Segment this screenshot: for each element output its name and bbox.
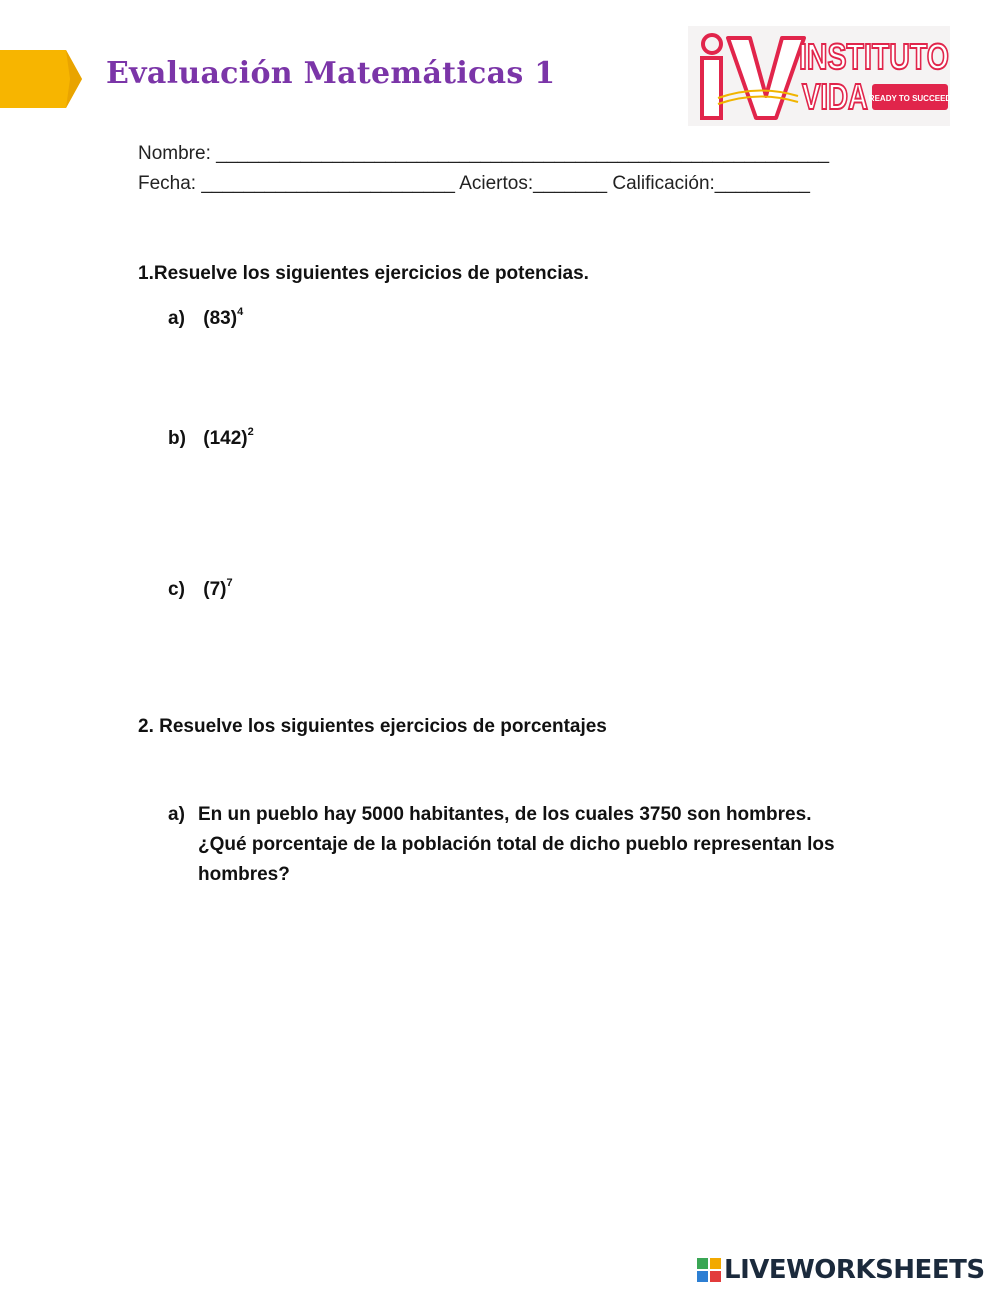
section2-heading: 2. Resuelve los siguientes ejercicios de porcentajes [138,716,607,737]
institute-logo [688,26,950,126]
item-exponent: 2 [247,426,254,438]
problem-text: En un pueblo hay 5000 habitantes, de los cuales 3750 son hombres. ¿Qué porcentaje de la población total de dicho pueblo representan los hombres? [198,804,835,885]
item-base: (7) [203,579,227,600]
logo-line2: VIDA [802,76,868,117]
name-field: Nombre: __________________________________________________________ [138,143,830,164]
footer-brand[interactable] [697,1254,985,1286]
item-exponent: 4 [237,306,244,318]
logo-tagline: READY TO SUCCEED [868,94,952,103]
item-base: (83) [203,308,238,329]
section1-heading: 1.Resuelve los siguientes ejercicios de potencias. [138,263,589,284]
percentage-problem-a [168,800,868,890]
page-title: Evaluación Matemáticas 1 [106,56,556,91]
logo-line1: INSTITUTO [799,36,949,77]
item-label: b) [168,428,186,449]
power-exercise-b [168,426,254,450]
item-label: c) [168,579,185,600]
power-exercise-c [168,577,233,601]
liveworksheets-logo-icon [697,1258,721,1282]
item-exponent: 7 [226,577,233,589]
power-exercise-a [168,306,243,330]
item-base: (142) [203,428,248,449]
footer-brand-text: LIVEWORKSHEETS [724,1255,985,1285]
item-label: a) [168,308,185,329]
item-label: a) [168,804,185,825]
header-arrow-tab [0,50,82,108]
date-score-fields: Fecha: ________________________ Aciertos:_______ Calificación:_________ [138,173,810,194]
